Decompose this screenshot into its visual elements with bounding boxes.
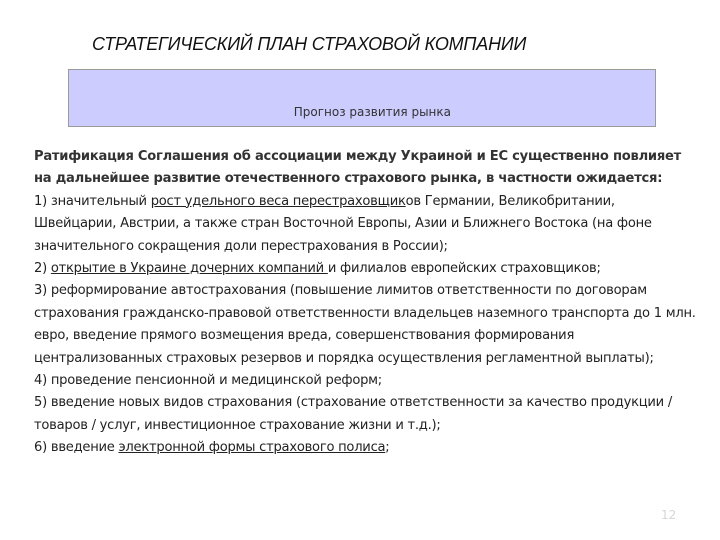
subtitle-text: Прогноз развития рынка <box>293 105 451 119</box>
item-1-text-end: ов Германии, Великобритании, Швейцарии, Австрии, а также стран Восточной Европы, Азии и Ближнего Востока (на фоне значительного сокращения доли перестрахования в России); <box>34 193 652 254</box>
item-6-text-start: 6) введение <box>34 440 119 456</box>
slide-title: СТРАТЕГИЧЕСКИЙ ПЛАН СТРАХОВОЙ КОМПАНИИ <box>92 34 527 54</box>
item-6-underlined-text: электронной формы страхового полиса <box>118 440 386 456</box>
intro-paragraph: Ратификация Соглашения об ассоциации между Украиной и ЕС существенно повлияет на дальнейшее развитие отечественного страхового рынка, в частности ожидается: <box>34 149 681 187</box>
list-item-1 <box>34 191 698 258</box>
list-item-5: 5) введение новых видов страхования (страхование ответственности за качество продукции / товаров / услуг, инвестиционное страхование жизни и т.д.); <box>34 395 672 433</box>
item-1-underlined-text: рост удельного веса перестраховщик <box>150 193 406 209</box>
body-text <box>34 146 698 460</box>
subtitle-box <box>68 69 656 127</box>
list-item-2 <box>34 258 698 280</box>
list-item-4: 4) проведение пенсионной и медицинской реформ; <box>34 373 382 389</box>
item-2-underlined-text: открытие в Украине дочерних компаний <box>50 261 328 277</box>
list-item-6 <box>34 437 698 459</box>
item-1-text-start: 1) значительный <box>34 193 151 209</box>
page-number: 12 <box>661 508 677 522</box>
item-6-text-end: ; <box>385 440 390 456</box>
item-2-text-end: и филиалов европейских страховщиков; <box>327 261 601 277</box>
item-2-text-start: 2) <box>34 261 51 277</box>
list-item-3: 3) реформирование автострахования (повышение лимитов ответственности по договорам страхования гражданско-правовой ответственности владельцев наземного транспорта до 1 млн. евро, введение прямого возмещения вреда, совершенствования формирования централизованных страховых резервов и порядка осуществления регламентной выплаты); <box>34 283 696 366</box>
